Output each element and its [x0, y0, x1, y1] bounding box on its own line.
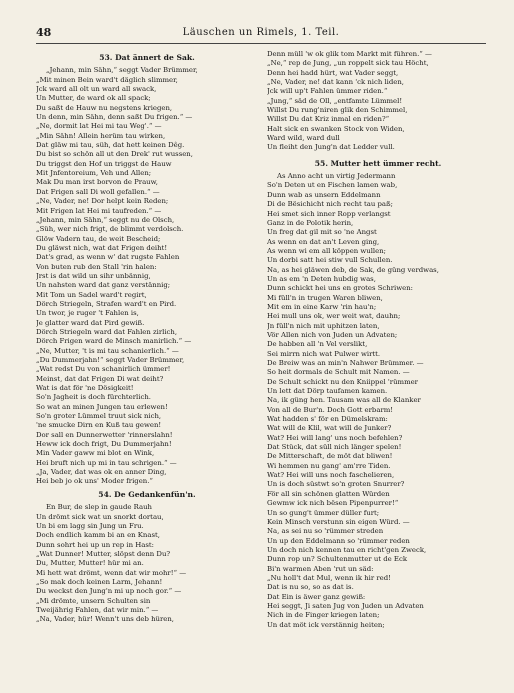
poem-line: En Bur, de slep in gaude Rauh: [46, 503, 152, 512]
poem-line: Du saßt de Hauw nu negstens kriegen,: [36, 103, 173, 112]
poem-line: Von buten rub den Stall 'rin halen:: [36, 262, 157, 271]
page-number: 48: [36, 26, 52, 39]
poem-line: Dörch Striegeln ward dat Fahlen zirlich,: [36, 327, 178, 336]
poem-line: „Du Dummerjahn!“ seggt Vader Brümmer,: [36, 356, 185, 364]
poem-line: Gewmw ick nich bësen Pipenpurrer!“: [267, 499, 399, 508]
poem-line: Na, as hei gläwen deb, de Sak, de güng verdwas,: [267, 265, 439, 274]
poem-line: Halt sick en swanken Stock von Widen,: [267, 124, 405, 133]
poem-line: Na, ik güng hen. Tausam was all de Klanker: [267, 396, 421, 405]
poem-line: Bi'n warmen Aben 'rut un säd:: [267, 564, 374, 573]
poem-line: Dunn rop un? Schultenmutter ut de Eck: [267, 555, 407, 564]
poem-line: So'n Jagheit is doch fürchterlich.: [36, 393, 151, 402]
poem-line: Ganz in de Polotik herin,: [267, 218, 354, 227]
poem-line: 'ne smucke Dirn en Kuß tau gewen!: [36, 421, 162, 430]
poem-line: Du bist so schön all ut den Drek' rut wussen,: [36, 150, 193, 159]
poem-line: Tweijährig Fahlen, dat wir min.“ —: [36, 605, 159, 614]
poem-line: Doch endlich kamm bi an en Knast,: [36, 531, 160, 540]
poem-54-title: 54. De Gedankenfün'n.: [98, 489, 196, 499]
poem-line: „Ne,“ rep de Jung, „un roppelt sick tau Höcht,: [267, 59, 429, 68]
poem-line: Un doch nich kennen tau en richt'gen Zweck,: [267, 545, 427, 554]
poem-line: De habben all 'n Vel verslikt,: [267, 340, 368, 349]
poem-line: As wenn wi em all köppen wullen;: [267, 246, 386, 255]
poem-line: Hei smet sich inner Ropp verlangst: [267, 209, 391, 218]
poem-line: Dat's grad, as wenn w' dat rugste Fahlen: [36, 253, 180, 262]
poem-line: Un freg dat gil mit so 'ne Angst: [267, 228, 377, 237]
poem-line: Un Mutter, de ward ok all spack;: [36, 94, 151, 103]
poem-line: „Mit minen Bein ward't däglich slimmer,: [36, 75, 178, 84]
right-column: [267, 50, 489, 680]
poem-line: Mit Frigen lat Hei mi taufreden.“ —: [36, 206, 162, 215]
poem-line: Un is doch süstwt so'n groten Snurrer?: [267, 480, 405, 489]
poem-line: Di de Bësichicht nich recht tau paß;: [267, 200, 393, 209]
poem-line: Un bi em lagg sin Jung un Fru.: [36, 521, 144, 530]
poem-line: Meinst, dat dat Frigen Di wat deiht?: [36, 374, 164, 383]
poem-line: Glöw Vadern tau, de weit Bescheid;: [36, 234, 161, 243]
poem-line: Jrst is dat wild un sihr unbännig,: [36, 271, 151, 280]
poem-line: „Ne, Vader, ne! Dor helpt kein Reden;: [36, 197, 169, 206]
poem-line: „Ne, Vader, ne! dat kann 'ck nich liden,: [267, 78, 404, 87]
poem-line: Wat will de Klil, wat will de Junker?: [267, 424, 392, 433]
poem-line: Willst Du rung'niren glik den Schimmel,: [267, 106, 408, 115]
poem-line: „Min Sähn! Allein herüm tau wirken,: [36, 131, 166, 140]
poem-line: „Mi drömte, unsern Schulten sin: [36, 596, 151, 605]
poem-line: Hei bruft nich up mi in tau schrigen.“ —: [36, 458, 177, 467]
poem-line: So'n Deten ut en Fischen lamen wab,: [267, 181, 398, 190]
poem-line: De Schult schickt nu den Kniippel 'rümmer: [267, 377, 418, 386]
poem-line: Un so gung't ümmer düller furt;: [267, 508, 380, 517]
poem-line: As wenn en dat an't Leven ging,: [267, 237, 380, 246]
poem-line: Un dat möt ick verstännig heiten;: [267, 620, 385, 629]
poem-line: „Ne, Mutter, 't is mi tau schanierlich.“ —: [36, 346, 179, 355]
poem-line: Un up den Eddelmann so 'rümmer reden: [267, 536, 410, 545]
poem-line: Wat hadden s' för en Dümelskram:: [267, 415, 388, 424]
poem-line: Ward wild, ward dull: [267, 134, 340, 143]
poem-line: Du, Mutter, Mutter! hür mi an.: [36, 559, 144, 568]
poem-line: Un twor, je ruger 't Fahlen is,: [36, 309, 139, 318]
poem-54-text: [36, 503, 258, 624]
poem-line: Von all de Bur'n. Doch Gott erbarm!: [267, 405, 394, 414]
poem-line: Willst Du dat Kriz inmal en riden?“: [267, 115, 390, 124]
poem-line: Je glatter ward dat Pird gewiß.: [36, 318, 145, 327]
poem-line: „Ne, dormit lat Hei mi tau Weg'.“ —: [36, 122, 162, 131]
poem-line: So'n groter Lümmel truut sick nich,: [36, 412, 162, 421]
poem-line: Du weckst den Jung'n mi up noch gor.“ —: [36, 587, 182, 596]
poem-line: Un drömt sick wat un snorkt dortau,: [36, 512, 164, 521]
poem-line: Dat is nu so, so as dat is.: [267, 583, 354, 592]
poem-55-title: 55. Mutter hett ümmer recht.: [314, 158, 442, 168]
poem-55-text: [267, 172, 489, 630]
page-header: [36, 26, 486, 40]
poem-line: Wi hemmen nu gang' am'rre Tiden.: [267, 461, 391, 470]
poem-line: Jck ward all olt un ward all swack,: [36, 85, 157, 94]
poem-line: Na, as sei nu so 'rümmer streden: [267, 527, 384, 536]
poem-line: So wat an minen Jungen tau erlewen!: [36, 402, 168, 411]
poem-line: Jck will up't Fahlen ümmer riden.“: [267, 87, 388, 96]
poem-line: Du gläwst nich, wat dat Frigen deiht!: [36, 243, 168, 252]
poem-line: De Breiw was an min'n Nahwer Brümmer. —: [267, 359, 424, 367]
poem-line: Un nahsten ward dat ganz verstännig;: [36, 281, 171, 290]
poem-line: Dörch Striegeln, Strafen ward't en Pird.: [36, 299, 177, 308]
poem-line: Un lett dat Dörp taufamen kamen.: [267, 387, 388, 396]
poem-line: „Wat Dunner! Mutter, slöpst denn Du?: [36, 549, 171, 558]
poem-line: Denn müll 'w ok glik tom Markt mit führen.“ —: [267, 50, 432, 58]
poem-line: „Süh, wer nich frigt, de blimmt verdolsch.: [36, 225, 184, 234]
poem-line: Nich in de Finger kriegen laten;: [267, 611, 380, 620]
poem-line: Dat Stück, dat süll nich länger spelen!: [267, 443, 402, 452]
poem-line: Dat Ein is äwer ganz gewiß:: [267, 592, 366, 601]
poem-line: As Anno acht un virtig Jedermann: [277, 172, 396, 181]
poem-line: Un as em 'n Deten hubdig was,: [267, 274, 376, 283]
poem-line: „Jehann, min Sähn,“ seggt nu de Olsch,: [36, 215, 175, 224]
left-column: [36, 50, 258, 680]
poem-line: „Ja, Vader, dat was ok en anner Ding,: [36, 468, 167, 477]
poem-line: De Mitterschaft, de möt dat bliwen!: [267, 452, 393, 461]
poem-line: „Nu holl't dat Mul, wenn ik hir red!: [267, 573, 391, 582]
poem-line: Dat gläw mi tau, süh, dat hett keinen Dêg.: [36, 141, 185, 150]
running-head: Läuschen un Rimels, 1. Teil.: [182, 27, 340, 38]
poem-line: Mit Jnfentoreium, Veh und Allen;: [36, 169, 152, 178]
poem-line: Dor sall en Dunnerwetter 'rinnerslahn!: [36, 430, 173, 439]
poem-line: Mak Du man irst borvon de Prauw,: [36, 178, 158, 187]
poem-line: Dunn wab as unsern Eddelmann: [267, 190, 381, 199]
poem-54-continued-text: [267, 50, 489, 153]
poem-line: Dunn sohrt hei up un rep in Hast:: [36, 540, 154, 549]
poem-line: Wat is dat för 'ne Dösigkeit!: [36, 384, 134, 393]
header-rule: [36, 43, 486, 44]
poem-53-title: 53. Dat ännert de Sak.: [99, 53, 195, 62]
poem-line: Dunn schickt hei uns en grotes Schriwen:: [267, 284, 413, 293]
poem-line: Un dorbi satt hei stiw vull Schullen.: [267, 256, 393, 265]
poem-line: „So mak doch keinen Larm, Jehann!: [36, 577, 163, 586]
poem-line: „Wat redst Du von schanirlich ümmer!: [36, 365, 171, 374]
poem-line: Dat Frigen sall Di woll gefallen.“ —: [36, 187, 160, 196]
poem-line: Un fleiht den Jung'n dat Ledder vull.: [267, 143, 395, 152]
poem-line: Mi füll'n in trugen Waren bliwen,: [267, 293, 383, 302]
poem-line: Du triggst den Hof un triggst de Hauw: [36, 159, 172, 168]
poem-line: Heww ick doch frigt, Du Dummerjahn!: [36, 440, 172, 449]
poem-line: Mi hett wat drömt, wenn dat wir mohr!“ —: [36, 568, 187, 577]
poem-line: Kein Minsch verstunn sin eigen Würd. —: [267, 517, 410, 526]
poem-line: Mit Tom un Sadel ward't regirt,: [36, 290, 147, 299]
poem-line: Wat? Hei will uns noch faschelieren,: [267, 471, 395, 480]
poem-line: „Jung,“ säd de Oll, „entfamte Lümmel!: [267, 96, 403, 105]
poem-line: Wat? Hei will lang' uns noch befehlen?: [267, 433, 403, 442]
poem-line: För all sin schönen glatten Würden: [267, 489, 390, 498]
poem-line: Min Vader gaww mi blot en Wink,: [36, 449, 155, 458]
poem-line: Mit em in eine Karw 'rin hau'n;: [267, 302, 377, 311]
poem-line: Denn hei hadd hürt, wat Vader seggt,: [267, 68, 399, 77]
poem-line: Jn füll'n nich mit uphitzen laten,: [267, 321, 380, 330]
poem-line: So heit dormals de Schult mit Namen. —: [267, 368, 410, 377]
poem-line: Vör Allen nich von Juden un Advaten;: [267, 330, 398, 339]
poem-line: Sei mirrn nich wat Pulwer wirtt.: [267, 349, 381, 358]
poem-line: Hei mull uns ok, wer weit wat, dauhn;: [267, 312, 401, 321]
poem-line: Hei seggt, Ji saten Jug von Juden un Advaten: [267, 601, 424, 610]
poem-53-text: [36, 66, 258, 486]
poem-line: Un denn, min Sähn, denn saßt Du frigen.“ —: [36, 113, 193, 122]
poem-line: „Jehann, min Sähn,“ seggt Vader Brümmer,: [46, 66, 198, 75]
poem-line: Dörch Frigen ward de Minsch manirlich.“ —: [36, 337, 192, 346]
poem-line: Hei beb jo ok uns' Moder frigen.“: [36, 477, 153, 486]
poem-line: „Na, Vader, hür! Wenn't uns deb hüren,: [36, 615, 174, 624]
